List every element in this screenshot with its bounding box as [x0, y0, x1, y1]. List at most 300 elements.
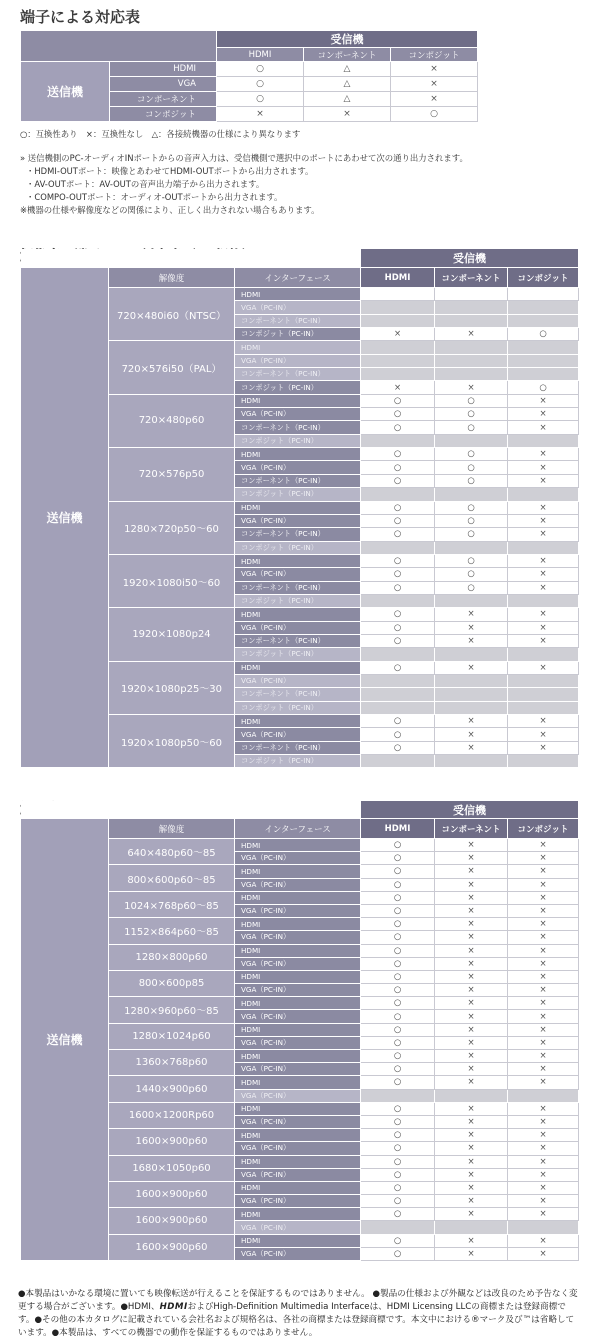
- resolution-label: 1920×1080p50～60: [109, 715, 235, 768]
- compat-cell: ×: [508, 1142, 579, 1155]
- col-header-resolution: 解像度: [109, 819, 235, 839]
- interface-label: VGA（PC-IN）: [235, 674, 361, 687]
- row-label: コンポーネント: [110, 92, 217, 107]
- compat-cell: ○: [361, 918, 435, 931]
- resolution-label: 1024×768p60～85: [109, 891, 235, 917]
- compat-cell: △: [304, 77, 391, 92]
- interface-label: HDMI: [235, 918, 361, 931]
- compat-cell: ○: [435, 421, 508, 434]
- legend: ○：互換性あり ×：互換性なし △：各接続機器の仕様により異なります: [20, 129, 301, 139]
- interface-label: VGA（PC-IN）: [235, 931, 361, 944]
- compat-cell: ○: [361, 839, 435, 852]
- compat-cell: ×: [508, 931, 579, 944]
- compat-cell: ×: [508, 448, 579, 461]
- compat-cell: ○: [361, 461, 435, 474]
- compat-cell: [435, 755, 508, 768]
- compat-cell: ○: [217, 92, 304, 107]
- compat-cell: ○: [361, 944, 435, 957]
- compat-cell: ○: [361, 1102, 435, 1115]
- compat-cell: ○: [361, 661, 435, 674]
- interface-label: HDMI: [235, 661, 361, 674]
- compat-cell: ○: [361, 957, 435, 970]
- compat-cell: [508, 288, 579, 301]
- compat-cell: ○: [361, 1076, 435, 1089]
- compat-cell: ×: [508, 1195, 579, 1208]
- compat-cell: ×: [435, 1076, 508, 1089]
- interface-label: VGA（PC-IN）: [235, 301, 361, 314]
- interface-label: コンポーネント（PC-IN）: [235, 474, 361, 487]
- note-line: ・AV-OUTポート：AV-OUTの音声出力端子から出力されます。: [26, 179, 265, 189]
- compat-cell: ×: [435, 997, 508, 1010]
- blank-corner: [21, 249, 361, 268]
- compat-cell: ○: [508, 381, 579, 394]
- compat-cell: ×: [435, 1181, 508, 1194]
- interface-label: HDMI: [235, 394, 361, 407]
- compat-cell: ×: [508, 970, 579, 983]
- compat-cell: △: [304, 62, 391, 77]
- compat-cell: ×: [435, 984, 508, 997]
- compat-cell: ×: [361, 328, 435, 341]
- note-line: ・COMPO-OUTポート：オーディオ-OUTポートから出力されます。: [26, 192, 283, 202]
- compat-cell: ×: [508, 1050, 579, 1063]
- resolution-label: 1600×900p60: [109, 1208, 235, 1234]
- compat-cell: ×: [435, 1023, 508, 1036]
- compat-cell: ○: [435, 474, 508, 487]
- compat-cell: ×: [435, 715, 508, 728]
- interface-label: コンポジット（PC-IN）: [235, 381, 361, 394]
- compat-cell: ×: [435, 1234, 508, 1247]
- interface-label: コンポーネント（PC-IN）: [235, 421, 361, 434]
- compat-cell: ○: [361, 1142, 435, 1155]
- compat-cell: ×: [508, 1234, 579, 1247]
- col-header-hdmi: HDMI: [361, 268, 435, 288]
- compat-cell: ○: [361, 1181, 435, 1194]
- compat-cell: ○: [361, 448, 435, 461]
- compat-cell: ○: [361, 852, 435, 865]
- compat-cell: [435, 648, 508, 661]
- compat-cell: [435, 354, 508, 367]
- interface-label: コンポジット（PC-IN）: [235, 701, 361, 714]
- compat-cell: ×: [508, 634, 579, 647]
- col-header-composite: コンポジット: [508, 819, 579, 839]
- compat-cell: [435, 1221, 508, 1234]
- col-header-resolution: 解像度: [109, 268, 235, 288]
- interface-label: HDMI: [235, 1129, 361, 1142]
- pc-resolution-table: [20, 800, 579, 1261]
- compat-cell: [435, 434, 508, 447]
- compat-cell: [361, 701, 435, 714]
- compat-cell: ○: [361, 741, 435, 754]
- interface-label: VGA（PC-IN）: [235, 1036, 361, 1049]
- compat-cell: ×: [508, 621, 579, 634]
- compat-cell: ×: [435, 608, 508, 621]
- compat-cell: [435, 301, 508, 314]
- interface-label: VGA（PC-IN）: [235, 1195, 361, 1208]
- compat-cell: ×: [508, 661, 579, 674]
- interface-label: HDMI: [235, 341, 361, 354]
- compat-cell: ×: [508, 514, 579, 527]
- compat-cell: [435, 1089, 508, 1102]
- interface-label: VGA（PC-IN）: [235, 1089, 361, 1102]
- compat-cell: ×: [435, 931, 508, 944]
- resolution-label: 640×480p60～85: [109, 839, 235, 865]
- resolution-label: 720×480i60（NTSC）: [109, 288, 235, 341]
- compat-cell: [435, 688, 508, 701]
- row-label: コンポジット: [110, 107, 217, 122]
- resolution-label: 1600×1200Rp60: [109, 1102, 235, 1128]
- interface-label: コンポジット（PC-IN）: [235, 594, 361, 607]
- interface-label: VGA（PC-IN）: [235, 904, 361, 917]
- compat-cell: ×: [508, 528, 579, 541]
- col-header-component: コンポーネント: [304, 48, 391, 62]
- compat-cell: ×: [508, 1063, 579, 1076]
- compat-cell: [361, 434, 435, 447]
- compat-cell: ×: [435, 1155, 508, 1168]
- compat-cell: [361, 688, 435, 701]
- interface-label: HDMI: [235, 715, 361, 728]
- compat-cell: [361, 1221, 435, 1234]
- footer-notes: [18, 1288, 578, 1340]
- compat-cell: ×: [508, 501, 579, 514]
- interface-label: HDMI: [235, 1155, 361, 1168]
- compat-cell: ×: [435, 839, 508, 852]
- compat-cell: ×: [435, 381, 508, 394]
- resolution-label: 1360×768p60: [109, 1050, 235, 1076]
- compat-cell: ×: [435, 1010, 508, 1023]
- compat-cell: ×: [391, 92, 478, 107]
- compat-cell: ×: [508, 984, 579, 997]
- compat-cell: ○: [361, 1247, 435, 1260]
- resolution-label: 1600×900p60: [109, 1234, 235, 1260]
- resolution-label: 1680×1050p60: [109, 1155, 235, 1181]
- compat-cell: ×: [508, 1010, 579, 1023]
- compat-cell: ○: [361, 514, 435, 527]
- interface-label: VGA（PC-IN）: [235, 957, 361, 970]
- compat-cell: [508, 301, 579, 314]
- compat-cell: [435, 488, 508, 501]
- compat-cell: ○: [361, 568, 435, 581]
- blank-corner: [21, 801, 361, 819]
- compat-cell: ×: [435, 741, 508, 754]
- interface-label: VGA（PC-IN）: [235, 728, 361, 741]
- compat-cell: ×: [508, 865, 579, 878]
- compat-cell: ○: [361, 1050, 435, 1063]
- interface-label: HDMI: [235, 839, 361, 852]
- compat-cell: [508, 688, 579, 701]
- row-label: HDMI: [110, 62, 217, 77]
- resolution-label: 800×600p85: [109, 970, 235, 996]
- interface-label: HDMI: [235, 944, 361, 957]
- interface-label: VGA（PC-IN）: [235, 408, 361, 421]
- compat-cell: ×: [508, 1168, 579, 1181]
- compat-cell: ×: [435, 878, 508, 891]
- compat-cell: ○: [361, 865, 435, 878]
- compat-cell: ×: [508, 904, 579, 917]
- compat-cell: ○: [361, 634, 435, 647]
- compat-cell: ○: [435, 554, 508, 567]
- compat-cell: ○: [361, 1234, 435, 1247]
- interface-label: VGA（PC-IN）: [235, 514, 361, 527]
- compat-cell: [435, 314, 508, 327]
- resolution-label: 1600×900p60: [109, 1181, 235, 1207]
- compat-cell: ×: [508, 957, 579, 970]
- compat-cell: ○: [361, 621, 435, 634]
- compat-cell: [508, 541, 579, 554]
- compat-cell: ○: [361, 1129, 435, 1142]
- compat-cell: ×: [508, 568, 579, 581]
- resolution-label: 1280×960p60～85: [109, 997, 235, 1023]
- compat-cell: ○: [435, 501, 508, 514]
- compat-cell: [508, 648, 579, 661]
- compat-cell: [361, 368, 435, 381]
- interface-label: HDMI: [235, 1234, 361, 1247]
- compat-cell: ×: [508, 1023, 579, 1036]
- interface-label: HDMI: [235, 608, 361, 621]
- compat-cell: ×: [435, 1168, 508, 1181]
- compat-cell: [508, 1221, 579, 1234]
- compat-cell: △: [304, 92, 391, 107]
- col-header-component: コンポーネント: [435, 268, 508, 288]
- compat-cell: ×: [435, 1208, 508, 1221]
- interface-label: HDMI: [235, 448, 361, 461]
- compat-cell: ○: [435, 568, 508, 581]
- compat-cell: ×: [508, 1115, 579, 1128]
- compat-cell: ×: [508, 1155, 579, 1168]
- interface-label: VGA（PC-IN）: [235, 1010, 361, 1023]
- compat-cell: ○: [361, 970, 435, 983]
- compat-cell: ×: [435, 904, 508, 917]
- compat-cell: ○: [361, 1195, 435, 1208]
- compat-cell: ○: [361, 1168, 435, 1181]
- compat-cell: [508, 314, 579, 327]
- resolution-label: 1152×864p60～85: [109, 918, 235, 944]
- interface-label: VGA（PC-IN）: [235, 621, 361, 634]
- resolution-label: 800×600p60～85: [109, 865, 235, 891]
- compat-cell: ○: [361, 474, 435, 487]
- interface-label: VGA（PC-IN）: [235, 1247, 361, 1260]
- compat-cell: ×: [508, 741, 579, 754]
- compat-cell: [361, 648, 435, 661]
- compat-cell: ×: [508, 839, 579, 852]
- compat-cell: ×: [508, 1247, 579, 1260]
- note-line: ※機器の仕様や解像度などの関係により、正しく出力されない場合もあります。: [20, 205, 320, 215]
- compat-cell: ×: [435, 1050, 508, 1063]
- compat-cell: ○: [361, 1023, 435, 1036]
- row-label: VGA: [110, 77, 217, 92]
- compat-cell: ○: [361, 408, 435, 421]
- interface-label: VGA（PC-IN）: [235, 568, 361, 581]
- resolution-label: 1440×900p60: [109, 1076, 235, 1102]
- interface-label: VGA（PC-IN）: [235, 852, 361, 865]
- sender-label: 送信機: [21, 268, 109, 768]
- interface-label: HDMI: [235, 891, 361, 904]
- compat-cell: [361, 674, 435, 687]
- compat-cell: ○: [217, 77, 304, 92]
- compat-cell: ×: [508, 581, 579, 594]
- resolution-label: 720×480p60: [109, 394, 235, 447]
- compat-cell: ×: [435, 957, 508, 970]
- sender-label: 送信機: [21, 819, 109, 1261]
- section1-title: 端子による対応表: [20, 8, 141, 26]
- interface-label: コンポーネント（PC-IN）: [235, 688, 361, 701]
- compat-cell: ○: [361, 931, 435, 944]
- receiver-header: 受信機: [217, 31, 478, 48]
- interface-label: コンポジット（PC-IN）: [235, 328, 361, 341]
- compat-cell: ×: [508, 408, 579, 421]
- compat-cell: ○: [361, 891, 435, 904]
- compat-cell: ○: [361, 1010, 435, 1023]
- tv-resolution-table: [20, 248, 579, 768]
- compat-cell: ○: [217, 62, 304, 77]
- compat-cell: ×: [435, 852, 508, 865]
- col-header-composite: コンポジット: [508, 268, 579, 288]
- interface-label: VGA（PC-IN）: [235, 1168, 361, 1181]
- compat-cell: ○: [435, 514, 508, 527]
- resolution-label: 720×576p50: [109, 448, 235, 501]
- compat-cell: ×: [508, 1076, 579, 1089]
- compat-cell: ×: [508, 891, 579, 904]
- compat-cell: ○: [361, 715, 435, 728]
- interface-label: HDMI: [235, 970, 361, 983]
- compat-cell: ×: [435, 1247, 508, 1260]
- compat-cell: ○: [435, 461, 508, 474]
- corner-cell: [21, 31, 217, 62]
- compat-cell: ×: [435, 1142, 508, 1155]
- compat-cell: ×: [391, 62, 478, 77]
- compat-cell: ○: [361, 394, 435, 407]
- compat-cell: ×: [508, 1208, 579, 1221]
- col-header-component: コンポーネント: [435, 819, 508, 839]
- compat-cell: ×: [435, 634, 508, 647]
- hdmi-logo: HDMI: [159, 1302, 188, 1312]
- compat-cell: ×: [217, 107, 304, 122]
- compat-cell: ○: [435, 394, 508, 407]
- compat-cell: ×: [508, 852, 579, 865]
- compat-cell: [361, 354, 435, 367]
- resolution-label: 1920×1080i50～60: [109, 554, 235, 607]
- compat-cell: ×: [435, 328, 508, 341]
- compat-cell: ×: [508, 878, 579, 891]
- compat-cell: ×: [435, 1129, 508, 1142]
- interface-label: VGA（PC-IN）: [235, 461, 361, 474]
- resolution-label: 1280×1024p60: [109, 1023, 235, 1049]
- compat-cell: ○: [435, 408, 508, 421]
- compat-cell: ○: [361, 997, 435, 1010]
- interface-label: コンポーネント（PC-IN）: [235, 634, 361, 647]
- compat-cell: ○: [361, 1208, 435, 1221]
- compat-cell: [508, 341, 579, 354]
- compat-cell: ×: [508, 474, 579, 487]
- compat-cell: ○: [435, 528, 508, 541]
- compat-cell: ×: [435, 1036, 508, 1049]
- interface-label: コンポジット（PC-IN）: [235, 648, 361, 661]
- compat-cell: [435, 341, 508, 354]
- interface-label: コンポジット（PC-IN）: [235, 755, 361, 768]
- compat-cell: [508, 1089, 579, 1102]
- interface-label: VGA（PC-IN）: [235, 1221, 361, 1234]
- compat-cell: [361, 1089, 435, 1102]
- col-header-hdmi: HDMI: [361, 819, 435, 839]
- interface-label: HDMI: [235, 1023, 361, 1036]
- interface-label: HDMI: [235, 997, 361, 1010]
- compat-cell: ○: [361, 728, 435, 741]
- interface-label: コンポーネント（PC-IN）: [235, 528, 361, 541]
- compat-cell: ×: [435, 728, 508, 741]
- terminal-compat-table: [20, 30, 478, 122]
- note-line: ・HDMI-OUTポート：映像とあわせてHDMI-OUTポートから出力されます。: [26, 166, 314, 176]
- interface-label: コンポジット（PC-IN）: [235, 541, 361, 554]
- compat-cell: [361, 288, 435, 301]
- resolution-label: 1920×1080p24: [109, 608, 235, 661]
- compat-cell: ○: [361, 501, 435, 514]
- compat-cell: ×: [508, 421, 579, 434]
- compat-cell: [508, 674, 579, 687]
- col-header-interface: インターフェース: [235, 268, 361, 288]
- interface-label: VGA（PC-IN）: [235, 354, 361, 367]
- compat-cell: ×: [508, 1129, 579, 1142]
- footer-line1: ●本製品はいかなる環境に置いても映像転送が行えることを保証するものではありません。 ●製品の仕様および外観などは改良のため予告なく変更する場合がございます。●HDMI、: [18, 1289, 578, 1312]
- compat-cell: ×: [508, 608, 579, 621]
- compat-cell: ○: [391, 107, 478, 122]
- compat-cell: ×: [435, 944, 508, 957]
- compat-cell: ×: [435, 661, 508, 674]
- interface-label: HDMI: [235, 288, 361, 301]
- interface-label: HDMI: [235, 1076, 361, 1089]
- footer-line2: およびHigh-Definition Multimedia Interfaceは、HDMI Licensing LLCの商標または登録商標です。●その他の本カタログに記載されている会社名および規格名は、各社の商標または登録商標です。本文中における®マーク及び™は省略しています。●本製品は、すべての機器での動作を保証するものではありません。: [18, 1302, 575, 1338]
- compat-cell: ×: [435, 918, 508, 931]
- interface-label: コンポーネント（PC-IN）: [235, 581, 361, 594]
- resolution-label: 720×576i50（PAL）: [109, 341, 235, 394]
- compat-cell: ×: [435, 1102, 508, 1115]
- resolution-label: 1280×720p50～60: [109, 501, 235, 554]
- compat-cell: ○: [361, 554, 435, 567]
- interface-label: VGA（PC-IN）: [235, 984, 361, 997]
- compat-cell: ○: [435, 448, 508, 461]
- interface-label: VGA（PC-IN）: [235, 1063, 361, 1076]
- compat-cell: [508, 594, 579, 607]
- col-header-interface: インターフェース: [235, 819, 361, 839]
- compat-cell: ○: [361, 528, 435, 541]
- compat-cell: [508, 488, 579, 501]
- compat-cell: ×: [508, 461, 579, 474]
- compat-cell: ×: [304, 107, 391, 122]
- interface-label: コンポジット（PC-IN）: [235, 434, 361, 447]
- interface-label: HDMI: [235, 1208, 361, 1221]
- compat-cell: [361, 541, 435, 554]
- interface-label: VGA（PC-IN）: [235, 1115, 361, 1128]
- compat-cell: ×: [508, 918, 579, 931]
- compat-cell: ×: [508, 394, 579, 407]
- compat-cell: ×: [435, 891, 508, 904]
- interface-label: コンポジット（PC-IN）: [235, 488, 361, 501]
- compat-cell: [361, 301, 435, 314]
- interface-label: HDMI: [235, 1181, 361, 1194]
- compat-cell: [508, 354, 579, 367]
- compat-cell: [508, 755, 579, 768]
- resolution-label: 1920×1080p25～30: [109, 661, 235, 714]
- compat-cell: [508, 701, 579, 714]
- compat-cell: ×: [508, 1102, 579, 1115]
- compat-cell: ○: [361, 1036, 435, 1049]
- compat-cell: [435, 541, 508, 554]
- compat-cell: ○: [361, 1155, 435, 1168]
- compat-cell: ×: [391, 77, 478, 92]
- interface-label: コンポーネント（PC-IN）: [235, 741, 361, 754]
- col-header-hdmi: HDMI: [217, 48, 304, 62]
- compat-cell: [361, 488, 435, 501]
- compat-cell: [508, 368, 579, 381]
- compat-cell: ○: [361, 1063, 435, 1076]
